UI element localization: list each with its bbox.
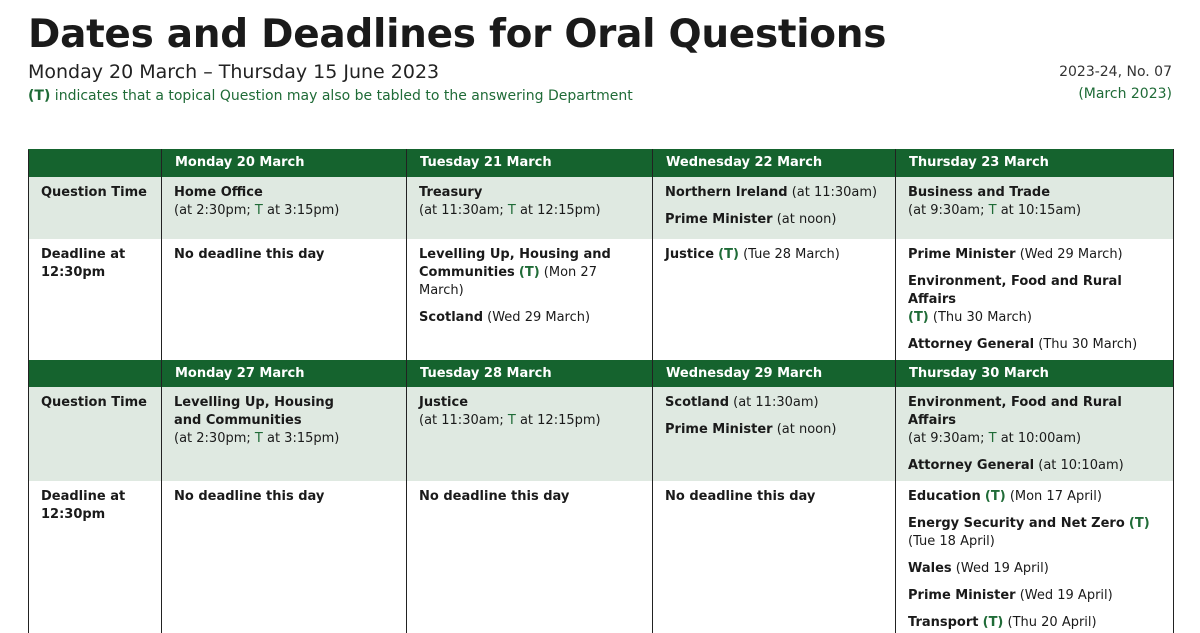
department-name: Business and Trade bbox=[908, 184, 1051, 200]
department-name: Scotland bbox=[419, 309, 484, 325]
topical-marker: (T) bbox=[1128, 516, 1150, 531]
page-title: Dates and Deadlines for Oral Questions bbox=[28, 12, 887, 57]
deadline-date: (Tue 28 March) bbox=[738, 246, 840, 262]
deadline-entry bbox=[419, 246, 640, 300]
no-deadline-text: No deadline this day bbox=[174, 246, 325, 262]
topical-marker: (T) bbox=[28, 88, 51, 104]
header-blank bbox=[29, 360, 162, 387]
issue-date: (March 2023) bbox=[1078, 86, 1172, 102]
question-time: (at 9:30am; bbox=[908, 202, 989, 218]
topical-marker: T bbox=[507, 413, 516, 428]
question-time: (at 2:30pm; bbox=[174, 431, 255, 446]
oral-questions-table bbox=[28, 149, 1174, 633]
week1-header-row bbox=[29, 150, 1174, 177]
deadline-entry bbox=[908, 488, 1161, 506]
department-name: Environment, Food and Rural Affairs bbox=[908, 273, 1122, 307]
question-entry bbox=[174, 184, 394, 220]
deadline-entry bbox=[908, 336, 1161, 354]
department-name: Prime Minister bbox=[908, 246, 1016, 262]
topical-marker: T bbox=[988, 202, 997, 218]
question-time-label: Question Time bbox=[41, 395, 147, 410]
day-header: Wednesday 29 March bbox=[653, 360, 896, 387]
deadline-label: Deadline at 12:30pm bbox=[41, 246, 126, 280]
deadline-entry bbox=[908, 273, 1161, 327]
department-name: Attorney General bbox=[908, 458, 1035, 473]
topical-time: at 10:15am) bbox=[996, 202, 1082, 218]
department-name: Energy Security and Net Zero bbox=[908, 516, 1125, 531]
deadline-entry bbox=[908, 246, 1161, 264]
topical-time: at 3:15pm) bbox=[262, 431, 340, 446]
question-time: (at 9:30am; bbox=[908, 431, 989, 446]
question-time-label: Question Time bbox=[41, 184, 147, 200]
week1-deadline-row bbox=[29, 239, 1174, 361]
department-name: Justice bbox=[419, 395, 469, 410]
day-header: Thursday 23 March bbox=[896, 150, 1174, 177]
deadline-date: (Wed 19 April) bbox=[951, 561, 1049, 576]
deadline-date: (Wed 29 March) bbox=[483, 309, 591, 325]
deadline-entry bbox=[665, 246, 883, 264]
department-name: Treasury bbox=[419, 184, 483, 200]
question-entry bbox=[908, 184, 1161, 220]
deadline-entry bbox=[908, 560, 1161, 578]
day-header: Wednesday 22 March bbox=[653, 150, 896, 177]
department-name: Home Office bbox=[174, 184, 263, 200]
question-entry bbox=[665, 211, 883, 229]
department-name: Environment, Food and Rural Affairs bbox=[908, 395, 1122, 428]
question-time: (at noon) bbox=[772, 211, 837, 227]
department-name: Transport bbox=[908, 615, 979, 630]
department-name: Education bbox=[908, 489, 981, 504]
topical-legend-text: indicates that a topical Question may also be tabled to the answering Department bbox=[50, 88, 633, 104]
topical-time: at 3:15pm) bbox=[262, 202, 340, 218]
week1-question-time-row bbox=[29, 177, 1174, 239]
question-time: (at 11:30am; bbox=[419, 202, 508, 218]
topical-time: at 12:15pm) bbox=[515, 413, 601, 428]
deadline-label: Deadline at 12:30pm bbox=[41, 489, 126, 522]
day-header: Thursday 30 March bbox=[896, 360, 1174, 387]
deadline-date: (Mon 17 April) bbox=[1005, 489, 1102, 504]
deadline-date: (Wed 19 April) bbox=[1015, 588, 1113, 603]
day-header: Monday 20 March bbox=[162, 150, 407, 177]
deadline-date: (Thu 20 April) bbox=[1003, 615, 1097, 630]
topical-marker: T bbox=[254, 431, 263, 446]
topical-legend bbox=[28, 88, 633, 104]
question-entry bbox=[419, 394, 640, 430]
deadline-entry bbox=[908, 515, 1161, 551]
question-entry bbox=[908, 394, 1161, 448]
topical-time: at 12:15pm) bbox=[515, 202, 601, 218]
deadline-entry bbox=[908, 614, 1161, 632]
topical-marker: (T) bbox=[908, 309, 929, 325]
no-deadline-text: No deadline this day bbox=[665, 489, 816, 504]
department-name: Northern Ireland bbox=[665, 184, 788, 200]
question-entry bbox=[665, 394, 883, 412]
department-name: Levelling Up, Housing and Communities bbox=[419, 246, 611, 280]
deadline-entry bbox=[419, 309, 640, 327]
header-blank bbox=[29, 150, 162, 177]
question-entry bbox=[174, 394, 394, 448]
question-entry bbox=[665, 184, 883, 202]
department-name: Levelling Up, Housing and Communities bbox=[174, 395, 334, 428]
question-time: (at 11:30am; bbox=[419, 413, 508, 428]
topical-marker: T bbox=[988, 431, 997, 446]
topical-marker: (T) bbox=[718, 246, 739, 262]
week2-deadline-row bbox=[29, 481, 1174, 633]
week2-question-time-row bbox=[29, 387, 1174, 481]
department-name: Attorney General bbox=[908, 336, 1035, 352]
day-header: Monday 27 March bbox=[162, 360, 407, 387]
deadline-date: (Tue 18 April) bbox=[908, 534, 995, 549]
department-name: Scotland bbox=[665, 395, 730, 410]
department-name: Prime Minister bbox=[665, 422, 773, 437]
issue-number: 2023-24, No. 07 bbox=[1059, 64, 1172, 80]
question-time: (at noon) bbox=[772, 422, 837, 437]
deadline-date: (Thu 30 March) bbox=[1034, 336, 1138, 352]
question-time: (at 2:30pm; bbox=[174, 202, 255, 218]
department-name: Prime Minister bbox=[665, 211, 773, 227]
question-time: (at 11:30am) bbox=[729, 395, 819, 410]
day-header: Tuesday 28 March bbox=[407, 360, 653, 387]
topical-marker: T bbox=[507, 202, 516, 218]
question-time: (at 11:30am) bbox=[787, 184, 878, 200]
no-deadline-text: No deadline this day bbox=[174, 489, 325, 504]
deadline-date: (Mon 27 March) bbox=[419, 264, 597, 298]
date-range-subtitle: Monday 20 March – Thursday 15 June 2023 bbox=[28, 61, 440, 83]
no-deadline-text: No deadline this day bbox=[419, 489, 570, 504]
topical-marker: (T) bbox=[984, 489, 1006, 504]
topical-marker: T bbox=[254, 202, 263, 218]
deadline-date: (Thu 30 March) bbox=[928, 309, 1032, 325]
topical-marker: (T) bbox=[518, 264, 540, 280]
department-name: Justice bbox=[665, 246, 715, 262]
department-name: Prime Minister bbox=[908, 588, 1016, 603]
department-name: Wales bbox=[908, 561, 952, 576]
deadline-date: (Wed 29 March) bbox=[1015, 246, 1123, 262]
week2-header-row bbox=[29, 360, 1174, 387]
topical-marker: (T) bbox=[982, 615, 1004, 630]
topical-time: at 10:00am) bbox=[996, 431, 1082, 446]
question-entry bbox=[908, 457, 1161, 475]
deadline-entry bbox=[908, 587, 1161, 605]
question-entry bbox=[665, 421, 883, 439]
day-header: Tuesday 21 March bbox=[407, 150, 653, 177]
question-time: (at 10:10am) bbox=[1034, 458, 1124, 473]
question-entry bbox=[419, 184, 640, 220]
